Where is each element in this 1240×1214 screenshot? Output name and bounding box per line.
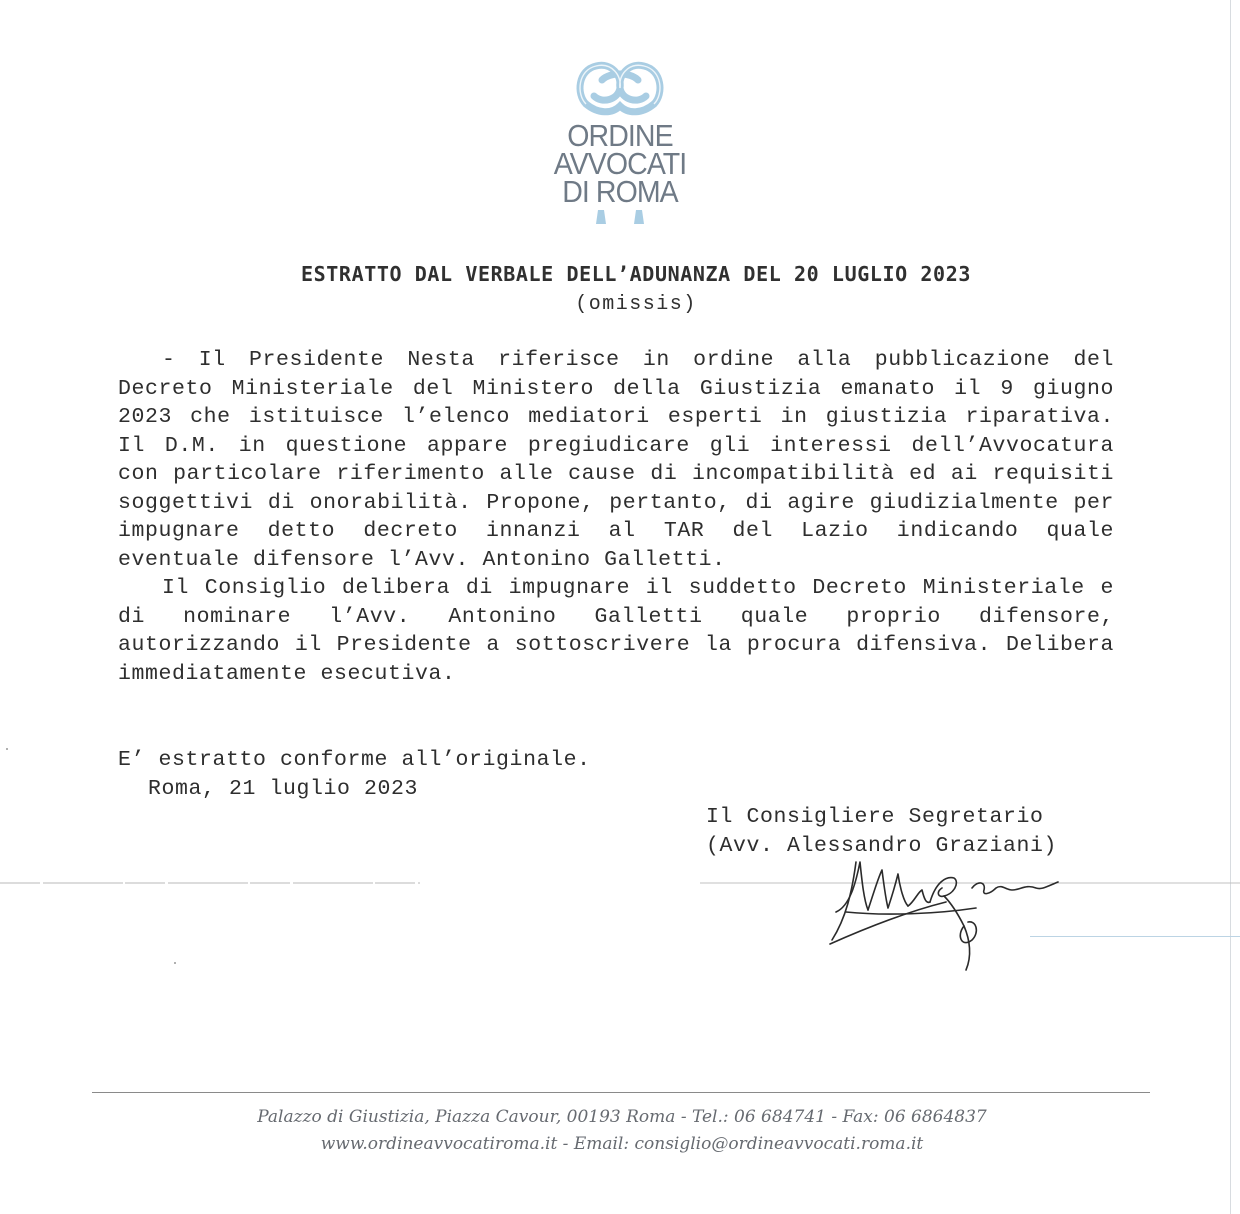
footer bbox=[0, 1104, 1240, 1158]
signatory-role: Il Consigliere Segretario bbox=[706, 805, 1044, 829]
document-body bbox=[118, 346, 1114, 688]
scan-speck bbox=[6, 748, 8, 750]
logo-columns bbox=[520, 210, 720, 224]
knot-emblem-icon bbox=[572, 58, 668, 118]
logo-column-left bbox=[596, 210, 606, 224]
logo-column-right bbox=[634, 210, 644, 224]
footer-divider bbox=[92, 1092, 1150, 1093]
paragraph-1: - Il Presidente Nesta riferisce in ordine alla pubblicazione del Decreto Ministeriale del Ministero della Giustizia emanato il 9 giugno 2023 che istituisce l’elenco mediatori esperti in giustizia riparativa. Il D.M. in questione appare pregiudicare gli interessi dell’Avvocatura con particolare riferimento alle cause di incompatibilità ed ai requisiti soggettivi di onorabilità. Propone, pertanto, di agire giudizialmente per impugnare detto decreto innanzi al TAR del Lazio indicando quale eventuale difensore l’Avv. Antonino Galletti. bbox=[118, 348, 1114, 572]
scan-edge bbox=[1230, 0, 1231, 1214]
document-subtitle: (omissis) bbox=[575, 293, 697, 316]
logo-line-2: AVVOCATI bbox=[553, 146, 687, 181]
footer-address: Palazzo di Giustizia, Piazza Cavour, 00193 Roma - Tel.: 06 684741 - Fax: 06 6864837 bbox=[257, 1107, 987, 1127]
closing-block bbox=[118, 746, 591, 803]
logo bbox=[520, 58, 720, 224]
paragraph-2: Il Consiglio delibera di impugnare il suddetto Decreto Ministeriale e di nominare l’Avv. Antonino Galletti quale proprio difensore, autorizzando il Presidente a sottoscrivere la procura difensiva. Delibera immediatamente esecutiva. bbox=[118, 576, 1114, 686]
footer-contacts: www.ordineavvocatiroma.it - Email: consiglio@ordineavvocati.roma.it bbox=[320, 1134, 924, 1154]
scan-speck bbox=[174, 962, 176, 964]
place-date: Roma, 21 luglio 2023 bbox=[148, 776, 419, 801]
logo-line-3: DI ROMA bbox=[562, 174, 678, 209]
logo-line-1: ORDINE bbox=[567, 118, 673, 153]
signatory-name: (Avv. Alessandro Graziani) bbox=[706, 833, 1058, 858]
handwritten-signature bbox=[826, 852, 1066, 974]
certification-text: E’ estratto conforme all’originale. bbox=[118, 748, 591, 772]
document-title: ESTRATTO DAL VERBALE DELL’ADUNANZA DEL 20 LUGLIO 2023 bbox=[301, 262, 971, 286]
